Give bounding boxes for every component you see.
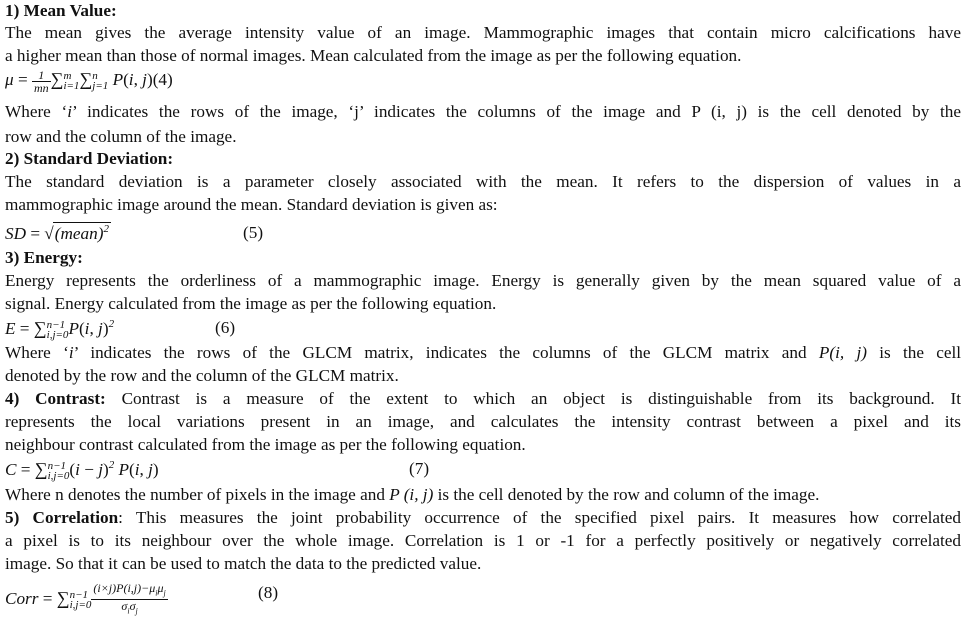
heading-standard-deviation: 2) Standard Deviation: — [5, 149, 174, 168]
equation-label-4: (4) — [152, 70, 173, 89]
heading-correlation: 5) Correlation — [5, 508, 119, 527]
contrast-para-line-1: 4) Contrast: Contrast is a measure of the extent to which an object is distinguishable from its background. It — [5, 389, 961, 408]
sd-para-line-2: mammographic image around the mean. Standard deviation is given as: — [5, 195, 498, 214]
sd-para-line-1: The standard deviation is a parameter closely associated with the mean. It refers to the dispersion of values in a — [5, 172, 961, 191]
correlation-para-line-2: a pixel is to its neighbour over the whole image. Correlation is 1 or -1 for a perfectly positively or negatively correlated — [5, 531, 961, 550]
mean-para-line-2: a higher mean than those of normal images. Mean calculated from the image as per the following equation. — [5, 46, 742, 65]
energy-para-line-2: signal. Energy calculated from the image as per the following equation. — [5, 294, 497, 313]
correlation-para-line-3: image. So that it can be used to match the data to the predicted value. — [5, 554, 482, 573]
equation-contrast: C = ∑ n−1 i,j=0 $(i - j)^2$ P(i, j) (7) — [5, 459, 430, 483]
equation-label-8: (8) — [258, 583, 279, 602]
contrast-para-line-2: represents the local variations present in an image, and calculates the intensity contrast between a pixel and its — [5, 412, 961, 431]
equation-mean: μ = $\frac{1}{mn}$ ∑ m i=1 ∑ n j=1 P(i, j)(4) — [5, 67, 173, 95]
heading-energy: 3) Energy: — [5, 248, 83, 267]
contrast-para-line-3: neighbour contrast calculated from the image as per the following equation. — [5, 435, 526, 454]
correlation-para-line-1: 5) Correlation: This measures the joint probability occurrence of the specified pixel pairs. It measures how correlated — [5, 508, 962, 527]
energy-para-line-1: Energy represents the orderliness of a mammographic image. Energy is generally given by the mean squared value of a — [5, 271, 961, 290]
equation-energy: E = ∑ n−1 i,j=0 P(i, j)$^2$ (6) — [5, 318, 236, 342]
mean-where-line-2: row and the column of the image. — [5, 127, 237, 146]
equation-label-6: (6) — [215, 318, 236, 337]
heading-contrast: 4) Contrast: — [5, 389, 106, 408]
energy-where-line-2: denoted by the row and the column of the GLCM matrix. — [5, 366, 399, 385]
equation-label-5: (5) — [243, 223, 264, 242]
equation-sd: SD = √(mean)$^2$ (5) — [5, 222, 111, 247]
energy-where-line-1: Where ‘i’ indicates the rows of the GLCM matrix, indicates the columns of the GLCM matrix and P(i, j) is the cell — [5, 343, 962, 362]
heading-mean-value: 1) Mean Value: — [5, 1, 117, 20]
equation-correlation: Corr = ∑ n−1 i,j=0 $\frac{(i\times j)P(i,j)-\mu_i\mu_j}{\sigma_i\sigma_j}$ (8) — [5, 581, 279, 616]
equation-label-7: (7) — [409, 459, 430, 478]
mean-para-line-1: The mean gives the average intensity value of an image. Mammographic images that contain micro calcifications have — [5, 23, 961, 42]
mean-where-line-1: Where ‘i’ indicates the rows of the image, ‘j’ indicates the columns of the image and P (i, j) is the cell denoted by the — [5, 102, 961, 121]
contrast-where-line: Where n denotes the number of pixels in the image and P (i, j) is the cell denoted by the row and column of the image. — [5, 485, 820, 504]
